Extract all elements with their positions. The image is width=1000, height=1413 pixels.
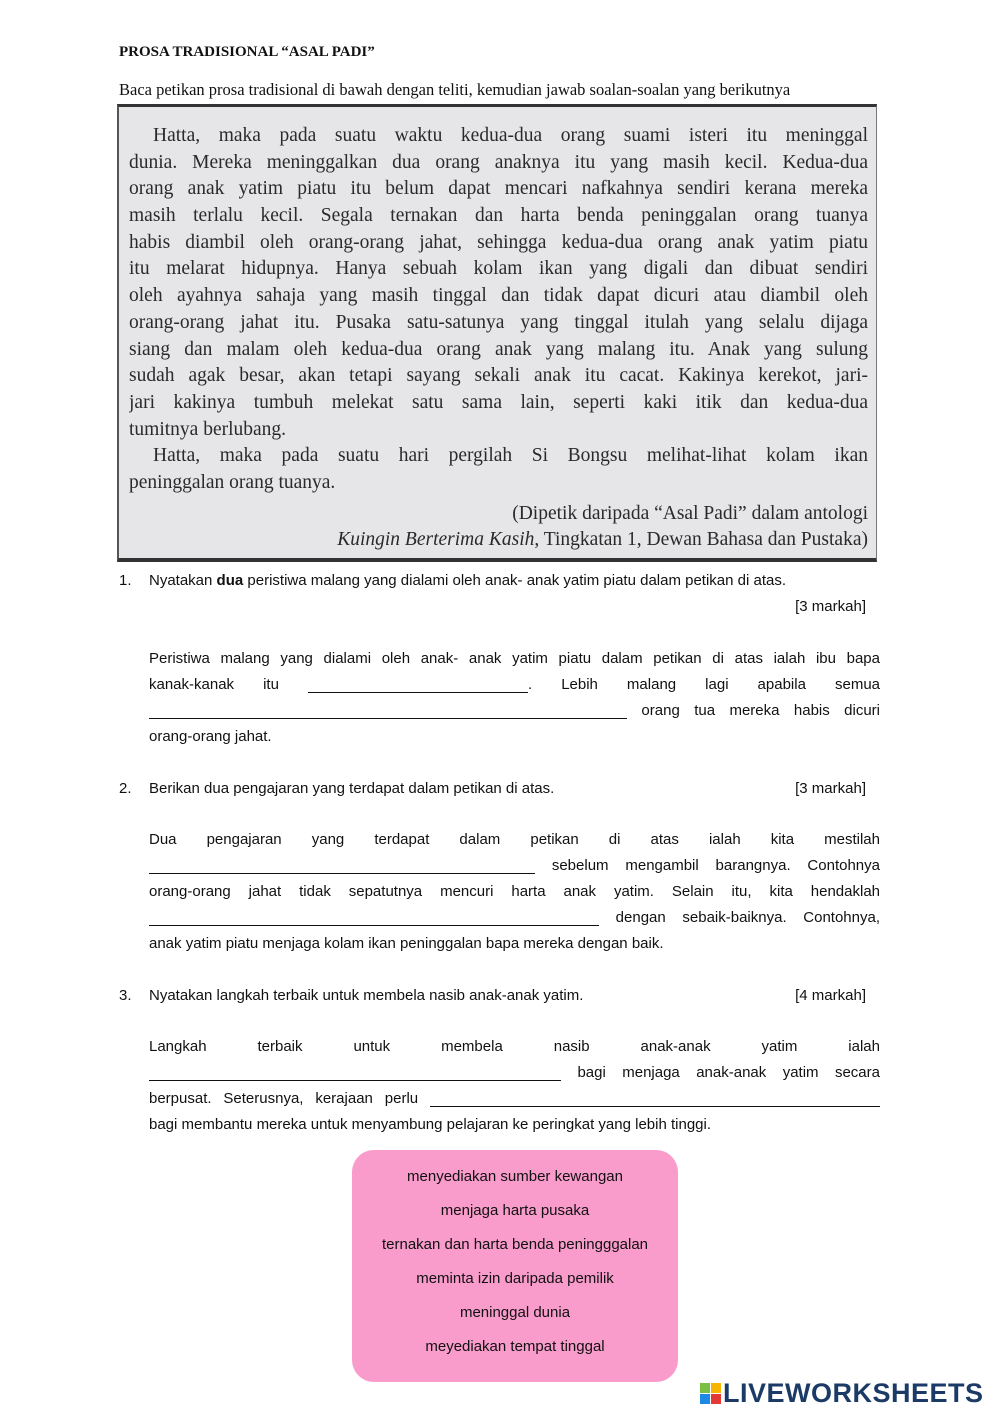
passage-line: habis diambil oleh orang-orang jahat, sehingga kedua-dua orang anak yatim piatu xyxy=(129,231,868,253)
answer-text: anak yatim piatu menjaga kolam ikan peninggalan bapa mereka dengan baik. xyxy=(149,935,664,952)
answer-2 xyxy=(149,827,880,957)
question-text: Nyatakan langkah terbaik untuk membela nasib anak-anak yatim. xyxy=(149,987,584,1004)
question-1 xyxy=(119,572,866,616)
answer-text: Langkah terbaik untuk membela nasib anak-anak yatim ialah xyxy=(149,1038,880,1055)
passage-source xyxy=(129,527,868,554)
answer-blank-3a[interactable] xyxy=(149,1064,561,1081)
answer-text: bagi menjaga anak-anak yatim secara xyxy=(577,1064,880,1081)
question-marks: [3 markah] xyxy=(795,780,866,797)
answer-blank-3b[interactable] xyxy=(430,1090,880,1107)
source-details: , Tingkatan 1, Dewan Bahasa dan Pustaka) xyxy=(534,529,868,551)
passage-source: (Dipetik daripada “Asal Padi” dalam antologi xyxy=(512,502,868,524)
passage-line: Hatta, maka pada suatu hari pergilah Si Bongsu melihat-lihat kolam ikan xyxy=(153,445,868,467)
passage-line: orang anak yatim piatu itu belum dapat mencari nafkahnya sendiri kerana mereka xyxy=(129,178,868,200)
question-number: 3. xyxy=(119,987,132,1004)
passage-line: oleh ayahnya sahaja yang masih tinggal dan tidak dapat dicuri atau diambil oleh xyxy=(129,285,868,307)
answer-text: . Lebih malang lagi apabila semua xyxy=(527,676,880,693)
word-bank xyxy=(352,1150,678,1382)
question-2 xyxy=(119,780,866,800)
question-3 xyxy=(119,987,866,1007)
question-number: 1. xyxy=(119,572,132,589)
passage-line: Hatta, maka pada suatu waktu kedua-dua orang suami isteri itu meninggal xyxy=(153,125,868,146)
passage-line: siang dan malam oleh kedua-dua orang anak yang malang itu. Anak yang sulung xyxy=(129,338,868,360)
word-bank-item[interactable]: meninggal dunia xyxy=(459,1304,571,1321)
answer-text: orang-orang jahat. xyxy=(149,728,272,745)
answer-text: sebelum mengambil barangnya. Contohnya xyxy=(551,857,880,874)
passage-line: peninggalan orang tuanya. xyxy=(129,471,336,493)
passage-line: itu melarat hidupnya. Hanya sebuah kolam ikan yang digali dan dibuat sendiri xyxy=(129,258,868,280)
answer-blank-1b[interactable] xyxy=(149,702,627,719)
answer-1 xyxy=(149,646,880,750)
word-bank-item[interactable]: meyediakan tempat tinggal xyxy=(425,1338,605,1355)
passage-line: sudah agak besar, akan tetapi sayang sekali anak itu cacat. Kakinya kerekot, jari- xyxy=(129,365,868,387)
logo-icon xyxy=(700,1383,721,1404)
question-text: Nyatakan dua peristiwa malang yang dialami oleh anak- anak yatim piatu dalam petikan di atas. xyxy=(149,572,787,589)
source-book-title: Kuingin Berterima Kasih xyxy=(337,529,535,551)
passage-line: jari kakinya tumbuh melekat satu sama lain, seperti kaki itik dan kedua-dua xyxy=(129,391,868,413)
liveworksheets-logo xyxy=(700,1378,984,1409)
answer-text: dengan sebaik-baiknya. Contohnya, xyxy=(615,909,880,926)
answer-text: orang-orang jahat tidak sepatutnya mencuri harta anak yatim. Selain itu, kita hendaklah xyxy=(149,883,880,900)
answer-3 xyxy=(149,1034,880,1138)
question-number: 2. xyxy=(119,780,132,797)
answer-text: Dua pengajaran yang terdapat dalam petikan di atas ialah kita mestilah xyxy=(149,831,880,848)
passage-line: orang-orang jahat itu. Pusaka satu-satunya yang tinggal itulah yang selalu dijaga xyxy=(129,311,868,333)
logo-text: LIVEWORKSHEETS xyxy=(723,1378,984,1408)
passage-line: tumitnya berlubang. xyxy=(129,418,287,440)
answer-blank-2b[interactable] xyxy=(149,909,599,926)
answer-text: bagi membantu mereka untuk menyambung pelajaran ke peringkat yang lebih tinggi. xyxy=(149,1116,712,1133)
word-bank-item[interactable]: ternakan dan harta benda peningggalan xyxy=(381,1236,649,1253)
instruction: Baca petikan prosa tradisional di bawah dengan teliti, kemudian jawab soalan-soalan yang berikutnya xyxy=(119,80,791,99)
question-marks: [4 markah] xyxy=(795,987,866,1004)
answer-text: kanak-kanak itu xyxy=(149,676,279,693)
answer-blank-1a[interactable] xyxy=(308,676,528,693)
answer-text: Peristiwa malang yang dialami oleh anak- anak yatim piatu dalam petikan di atas ialah ibu bapa xyxy=(149,650,880,667)
answer-text: berpusat. Seterusnya, kerajaan perlu xyxy=(149,1090,419,1107)
word-bank-item[interactable]: menyediakan sumber kewangan xyxy=(407,1168,623,1185)
word-bank-item[interactable]: meminta izin daripada pemilik xyxy=(416,1270,614,1287)
passage-excerpt xyxy=(117,104,877,562)
passage-line: masih terlalu kecil. Segala ternakan dan harta benda peninggalan orang tuanya xyxy=(129,205,868,227)
question-marks: [3 markah] xyxy=(795,598,866,615)
answer-text: orang tua mereka habis dicuri xyxy=(641,702,881,719)
question-text: Berikan dua pengajaran yang terdapat dalam petikan di atas. xyxy=(149,780,555,797)
answer-blank-2a[interactable] xyxy=(149,857,535,874)
worksheet-title: PROSA TRADISIONAL “ASAL PADI” xyxy=(119,44,375,60)
word-bank-item[interactable]: menjaga harta pusaka xyxy=(440,1202,590,1219)
passage-line: dunia. Mereka meninggalkan dua orang anaknya itu yang masih kecil. Kedua-dua xyxy=(129,151,868,173)
